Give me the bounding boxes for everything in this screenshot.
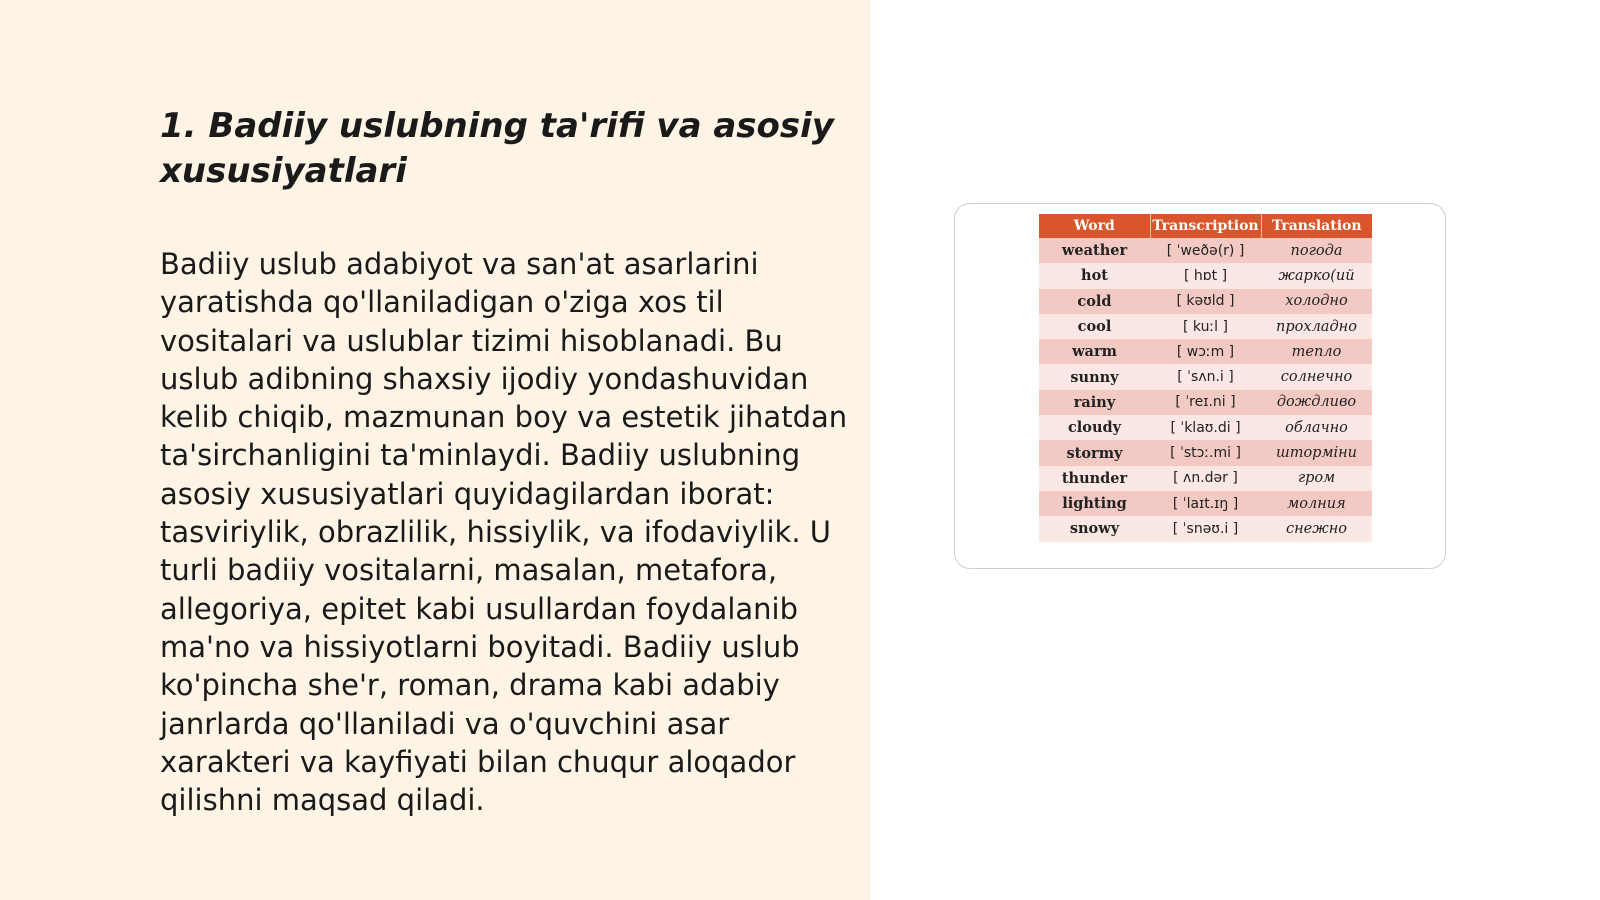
header-translation: Translation	[1261, 214, 1372, 238]
translation-cell: холодно	[1261, 289, 1372, 314]
translation-cell: тепло	[1261, 339, 1372, 364]
translation-cell: снежно	[1261, 516, 1372, 541]
table-row	[1039, 314, 1372, 339]
word-cell: rainy	[1039, 390, 1150, 415]
transcription-cell: [ ˈsnəʊ.i ]	[1150, 516, 1261, 541]
transcription-cell: [ hɒt ]	[1150, 263, 1261, 288]
word-cell: cold	[1039, 289, 1150, 314]
table-header-row	[1039, 214, 1372, 238]
table-body	[1039, 238, 1372, 542]
word-cell: warm	[1039, 339, 1150, 364]
transcription-cell: [ ˈstɔː.mi ]	[1150, 440, 1261, 465]
table-row	[1039, 491, 1372, 516]
word-cell: hot	[1039, 263, 1150, 288]
transcription-cell: [ kəʊld ]	[1150, 289, 1261, 314]
slide-body-text: Badiiy uslub adabiyot va san'at asarlarini yaratishda qo'llaniladigan o'ziga xos til vositalari va uslublar tizimi hisoblanadi. Bu uslub adibning shaxsiy ijodiy yondashuvidan kelib chiqib, mazmunan boy va estetik jihatdan ta'sirchanligini ta'minlaydi. Badiiy uslubning asosiy xususiyatlari quyidagilardan iborat: tasviriylik, obrazlilik, hissiylik, va ifodaviylik. U turli badiiy vositalarni, masalan, metafora, allegoriya, epitet kabi usullardan foydalanib ma'no va hissiyotlarni boyitadi. Badiiy uslub ko'pincha she'r, roman, drama kabi adabiy janrlarda qo'llaniladi va o'quvchini asar xarakteri va kayfiyati bilan chuqur aloqador qilishni maqsad qiladi.	[160, 247, 848, 818]
word-cell: weather	[1039, 238, 1150, 263]
vocabulary-table	[1039, 214, 1372, 542]
word-cell: cool	[1039, 314, 1150, 339]
transcription-cell: [ ˈweðə(r) ]	[1150, 238, 1261, 263]
word-cell: stormy	[1039, 440, 1150, 465]
translation-cell: молния	[1261, 491, 1372, 516]
table-row	[1039, 289, 1372, 314]
table-row	[1039, 339, 1372, 364]
word-cell: thunder	[1039, 466, 1150, 491]
table-row	[1039, 466, 1372, 491]
table-row	[1039, 364, 1372, 389]
translation-cell: шторміни	[1261, 440, 1372, 465]
translation-cell: жарко(ий	[1261, 263, 1372, 288]
transcription-cell: [ ˈreɪ.ni ]	[1150, 390, 1261, 415]
transcription-cell: [ wɔːm ]	[1150, 339, 1261, 364]
transcription-cell: [ ʌn.dər ]	[1150, 466, 1261, 491]
translation-cell: погода	[1261, 238, 1372, 263]
table-row	[1039, 238, 1372, 263]
transcription-cell: [ ˈlaɪt.ɪŋ ]	[1150, 491, 1261, 516]
translation-cell: прохладно	[1261, 314, 1372, 339]
word-cell: lighting	[1039, 491, 1150, 516]
table-row	[1039, 390, 1372, 415]
header-transcription: Transcription	[1150, 214, 1261, 238]
table-row	[1039, 440, 1372, 465]
vocabulary-image-card	[954, 203, 1446, 569]
transcription-cell: [ ˈsʌn.i ]	[1150, 364, 1261, 389]
table-row	[1039, 263, 1372, 288]
translation-cell: облачно	[1261, 415, 1372, 440]
transcription-cell: [ ˈklaʊ.di ]	[1150, 415, 1261, 440]
word-cell: sunny	[1039, 364, 1150, 389]
table-row	[1039, 415, 1372, 440]
translation-cell: дождливо	[1261, 390, 1372, 415]
header-word: Word	[1039, 214, 1150, 238]
word-cell: cloudy	[1039, 415, 1150, 440]
table-row	[1039, 516, 1372, 541]
transcription-cell: [ kuːl ]	[1150, 314, 1261, 339]
translation-cell: гром	[1261, 466, 1372, 491]
translation-cell: солнечно	[1261, 364, 1372, 389]
word-cell: snowy	[1039, 516, 1150, 541]
slide-title: 1. Badiiy uslubning ta'rifi va asosiy xususiyatlari	[160, 106, 834, 191]
